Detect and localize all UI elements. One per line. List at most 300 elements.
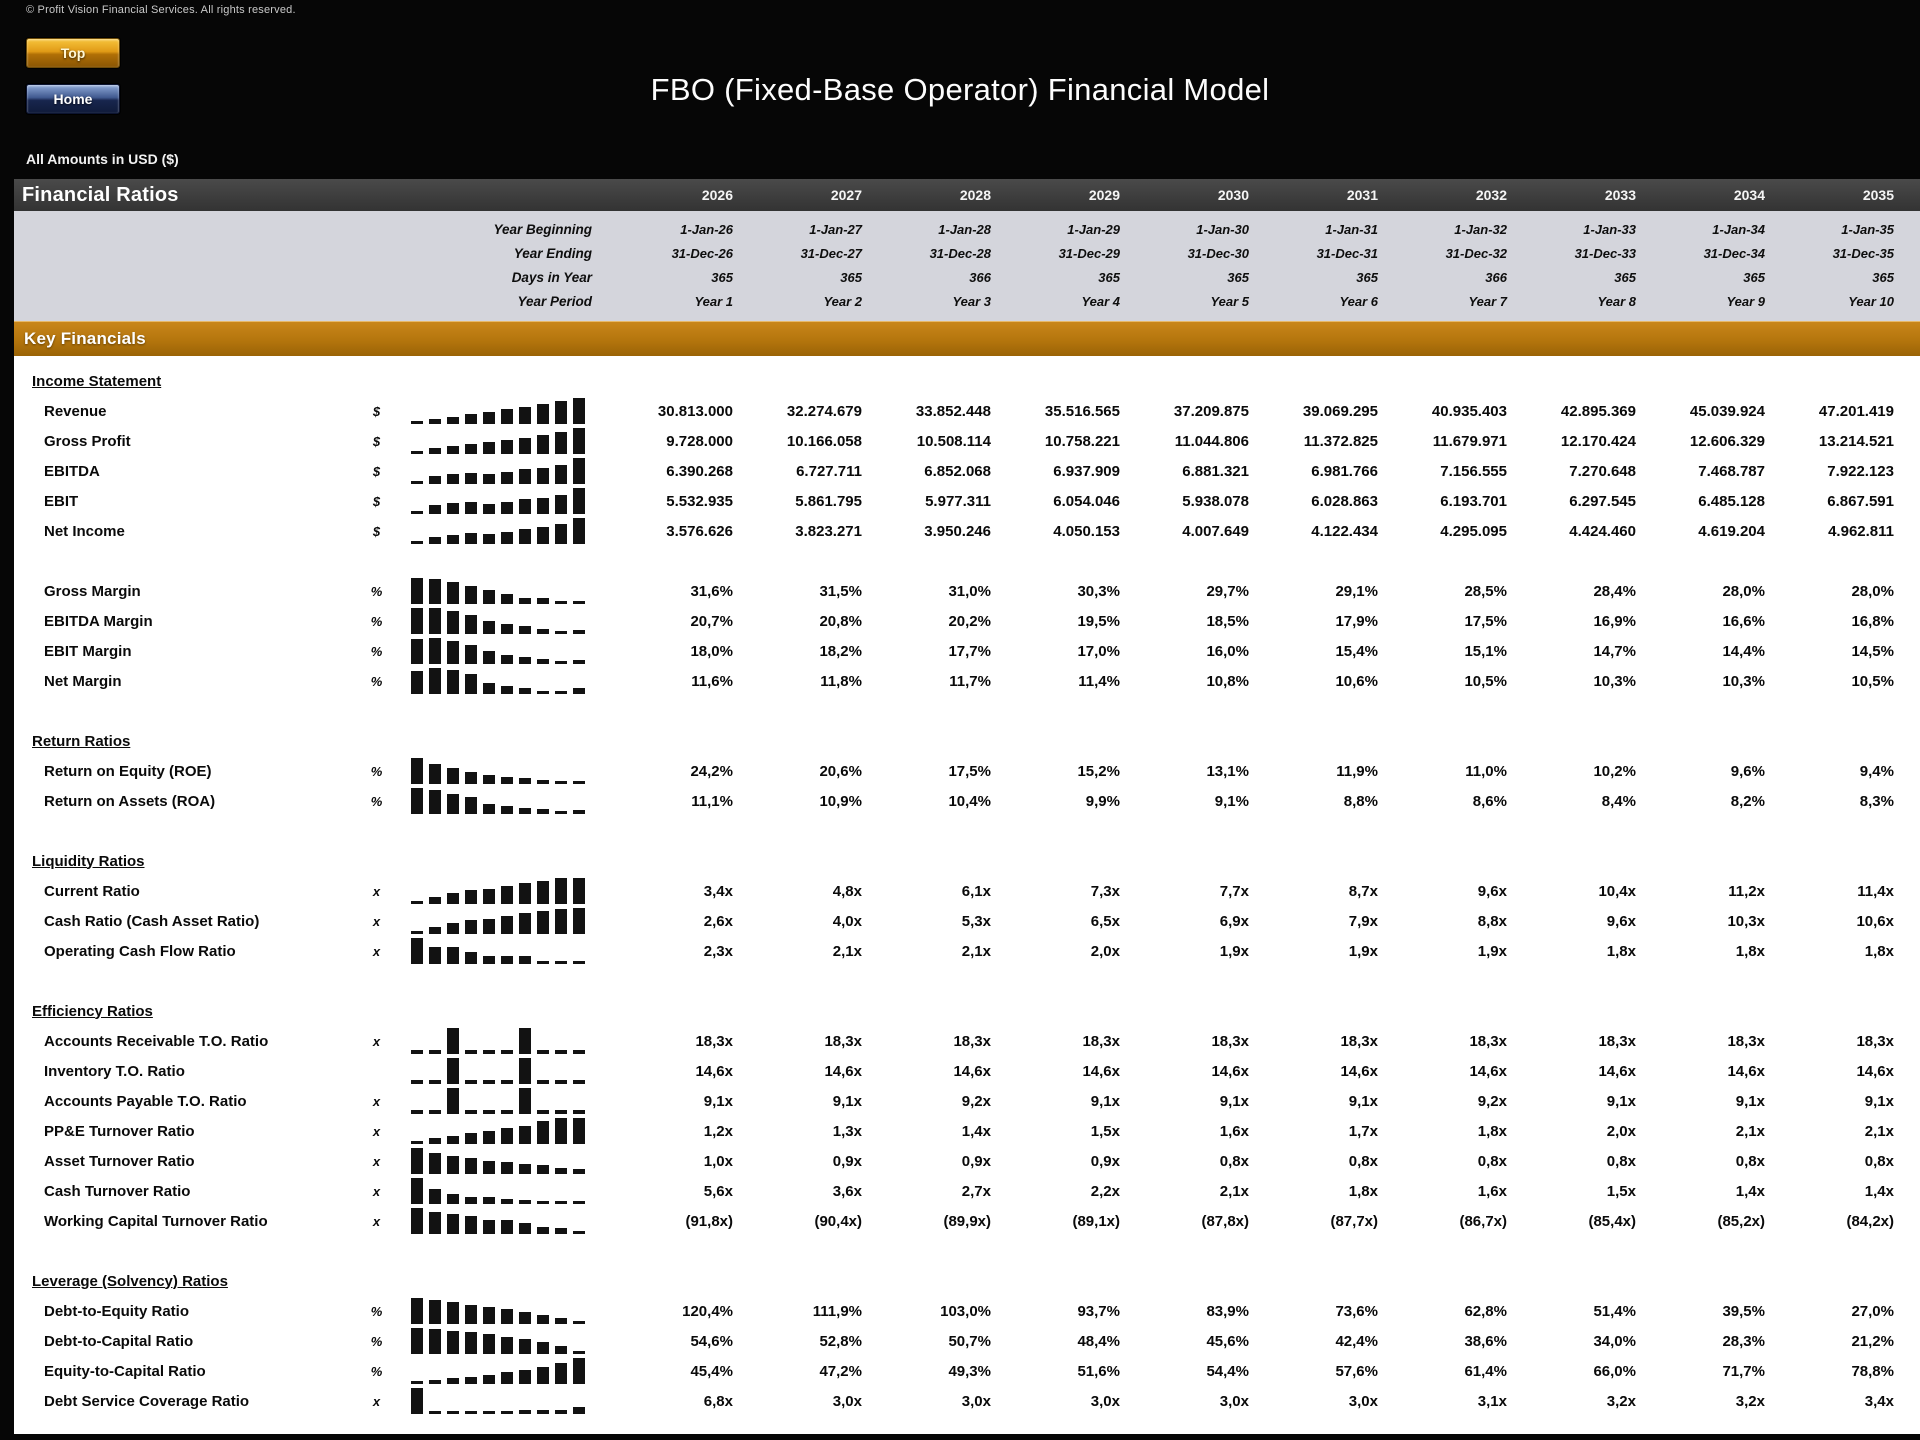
value-cell: 2,0x	[1090, 942, 1120, 960]
value-cell: 14,6x	[1856, 1062, 1894, 1080]
sparkline-bar	[447, 1058, 459, 1084]
value-cell: (89,1x)	[1072, 1212, 1120, 1230]
value-cell: 83,9%	[1206, 1302, 1249, 1320]
value-cell: 39,5%	[1722, 1302, 1765, 1320]
sparkline-bar	[573, 1050, 585, 1054]
sparkline-bar	[573, 601, 585, 604]
sparkline-bar	[501, 1372, 513, 1384]
value-cell: 20,7%	[690, 612, 733, 630]
value-cell: 16,6%	[1722, 612, 1765, 630]
sparkline-bar	[429, 1189, 441, 1204]
value-cell: 2,2x	[1090, 1182, 1120, 1200]
sparkline-bar	[501, 1199, 513, 1204]
sparkline-bar	[465, 797, 477, 814]
value-cell: 8,2%	[1730, 792, 1765, 810]
row-label: Net Income	[44, 522, 125, 540]
value-cell: 3,2x	[1735, 1392, 1765, 1410]
value-cell: 6,9x	[1219, 912, 1249, 930]
value-cell: 45,4%	[690, 1362, 733, 1380]
sparkline-bar	[555, 1318, 567, 1324]
value-cell: 9,1x	[1606, 1092, 1636, 1110]
sparkline-bar	[465, 1411, 477, 1414]
meta-value-cell: 365	[1227, 269, 1249, 285]
value-cell: 4.007.649	[1182, 522, 1249, 540]
meta-value-cell: Year 9	[1726, 293, 1765, 309]
section-heading: Liquidity Ratios	[32, 852, 145, 870]
sparkline-bar	[501, 1110, 513, 1114]
value-cell: 3,0x	[1090, 1392, 1120, 1410]
sparkline-bar	[519, 1200, 531, 1204]
value-cell: 9,1x	[832, 1092, 862, 1110]
value-cell: 20,8%	[819, 612, 862, 630]
value-cell: 48,4%	[1077, 1332, 1120, 1350]
value-cell: 54,4%	[1206, 1362, 1249, 1380]
row-label: Gross Profit	[44, 432, 131, 450]
value-cell: 18,3x	[1727, 1032, 1765, 1050]
value-cell: 14,6x	[695, 1062, 733, 1080]
sparkline-bar	[411, 1110, 423, 1114]
sparkline-bar	[501, 594, 513, 604]
home-button[interactable]: Home	[26, 84, 120, 114]
sparkline-bar	[555, 1228, 567, 1234]
value-cell: 9,1x	[1348, 1092, 1378, 1110]
value-cell: 15,2%	[1077, 762, 1120, 780]
sparkline-bar	[573, 908, 585, 934]
sparkline-bar	[447, 1214, 459, 1234]
sparkline-bar	[483, 1411, 495, 1414]
sparkline-bar	[411, 511, 423, 514]
sparkline-bar	[537, 527, 549, 544]
value-cell: 1,9x	[1477, 942, 1507, 960]
row-label: Debt-to-Equity Ratio	[44, 1302, 189, 1320]
sparkline-bar	[483, 1161, 495, 1174]
sparkline-bar	[519, 688, 531, 694]
meta-value-cell: 1-Jan-34	[1712, 221, 1765, 237]
sparkline-bar	[555, 1110, 567, 1114]
value-cell: 18,3x	[1082, 1032, 1120, 1050]
meta-value-cell: Year 5	[1210, 293, 1249, 309]
value-cell: 10.758.221	[1044, 432, 1120, 450]
row-label: Inventory T.O. Ratio	[44, 1062, 185, 1080]
sparkline-chart	[399, 877, 614, 906]
meta-value-cell: 365	[1743, 269, 1765, 285]
value-cell: 0,8x	[1735, 1152, 1765, 1170]
value-cell: 8,8%	[1343, 792, 1378, 810]
value-cell: 1,4x	[1735, 1182, 1765, 1200]
value-cell: 3,0x	[1219, 1392, 1249, 1410]
value-cell: 49,3%	[948, 1362, 991, 1380]
sparkline-bar	[537, 1080, 549, 1084]
sparkline-bar	[483, 1110, 495, 1114]
sparkline-chart	[399, 397, 614, 426]
value-cell: (85,2x)	[1717, 1212, 1765, 1230]
row-label: Current Ratio	[44, 882, 140, 900]
sparkline-bar	[519, 1058, 531, 1084]
sparkline-bar	[519, 808, 531, 814]
sparkline-chart	[399, 757, 614, 786]
sparkline-bar	[447, 923, 459, 934]
sparkline-bar	[555, 1346, 567, 1354]
value-cell: 57,6%	[1335, 1362, 1378, 1380]
row-label: Equity-to-Capital Ratio	[44, 1362, 206, 1380]
value-cell: 51,4%	[1593, 1302, 1636, 1320]
sparkline-chart	[399, 1057, 614, 1086]
sparkline-bar	[483, 504, 495, 514]
value-cell: 29,1%	[1335, 582, 1378, 600]
sparkline-bar	[483, 534, 495, 544]
sparkline-bar	[465, 1197, 477, 1204]
meta-row	[14, 289, 1920, 313]
sparkline-bar	[411, 578, 423, 604]
value-cell: 45.039.924	[1689, 402, 1765, 420]
value-cell: 1,0x	[703, 1152, 733, 1170]
value-cell: 28,5%	[1464, 582, 1507, 600]
row-label: Asset Turnover Ratio	[44, 1152, 195, 1170]
sparkline-bar	[411, 758, 423, 784]
sparkline-bar	[537, 1410, 549, 1414]
row-label: Debt-to-Capital Ratio	[44, 1332, 194, 1350]
sparkline-bar	[465, 1050, 477, 1054]
sparkline-bar	[429, 790, 441, 814]
value-cell: 8,3%	[1859, 792, 1894, 810]
sparkline-bar	[429, 537, 441, 544]
sparkline-bar	[555, 631, 567, 634]
sparkline-bar	[411, 671, 423, 694]
value-cell: 32.274.679	[786, 402, 862, 420]
sparkline-bar	[537, 1227, 549, 1234]
value-cell: 14,4%	[1722, 642, 1765, 660]
unit-cell: x	[372, 913, 381, 929]
value-cell: 111,9%	[812, 1302, 862, 1320]
value-cell: 33.852.448	[915, 402, 991, 420]
sparkline-bar	[429, 638, 441, 664]
value-cell: 6.297.545	[1569, 492, 1636, 510]
sparkline-bar	[465, 1377, 477, 1384]
sparkline-bar	[555, 1050, 567, 1054]
sparkline-bar	[465, 674, 477, 694]
spacer-row	[14, 816, 1920, 846]
value-cell: 8,7x	[1348, 882, 1378, 900]
meta-value-cell: 365	[711, 269, 733, 285]
table-row	[14, 1146, 1920, 1176]
meta-value-cell: 31-Dec-31	[1316, 245, 1378, 261]
sparkline-bar	[429, 947, 441, 964]
sparkline-bar	[411, 1080, 423, 1084]
table-row	[14, 636, 1920, 666]
value-cell: 3,2x	[1606, 1392, 1636, 1410]
value-cell: 4.424.460	[1569, 522, 1636, 540]
sparkline-bar	[519, 626, 531, 634]
value-cell: 1,9x	[1348, 942, 1378, 960]
sparkline-bar	[429, 476, 441, 484]
table-row	[14, 426, 1920, 456]
value-cell: 13.214.521	[1818, 432, 1894, 450]
spacer-row	[14, 546, 1920, 576]
table-row	[14, 1086, 1920, 1116]
sparkline-bar	[573, 688, 585, 694]
value-cell: 18,3x	[1469, 1032, 1507, 1050]
sparkline-bar	[447, 446, 459, 454]
value-cell: 3,1x	[1477, 1392, 1507, 1410]
unit-cell: %	[370, 1363, 383, 1379]
sparkline-bar	[483, 683, 495, 694]
value-cell: 20,6%	[819, 762, 862, 780]
value-cell: (87,7x)	[1330, 1212, 1378, 1230]
value-cell: 4.122.434	[1311, 522, 1378, 540]
table-row	[14, 936, 1920, 966]
value-cell: 11,7%	[949, 672, 991, 690]
sparkline-bar	[447, 641, 459, 664]
key-financials-title: Key Financials	[24, 329, 146, 348]
value-cell: 11,6%	[691, 672, 733, 690]
sparkline-bar	[411, 1050, 423, 1054]
sparkline-chart	[399, 937, 614, 966]
row-label: Debt Service Coverage Ratio	[44, 1392, 250, 1410]
sparkline-bar	[411, 1141, 423, 1144]
sparkline-bar	[537, 404, 549, 424]
sparkline-chart	[399, 667, 614, 696]
value-cell: 54,6%	[690, 1332, 733, 1350]
value-cell: 2,1x	[1864, 1122, 1894, 1140]
value-cell: 3.950.246	[924, 522, 991, 540]
sparkline-bar	[555, 781, 567, 784]
sparkline-bar	[465, 586, 477, 604]
value-cell: 14,6x	[1211, 1062, 1249, 1080]
sparkline-bar	[429, 1329, 441, 1354]
sparkline-bar	[411, 608, 423, 634]
section-heading-row	[14, 1266, 1920, 1296]
table-row	[14, 456, 1920, 486]
page-title: FBO (Fixed-Base Operator) Financial Model	[650, 72, 1270, 107]
table-row	[14, 606, 1920, 636]
value-cell: 1,4x	[1864, 1182, 1894, 1200]
sparkline-bar	[447, 582, 459, 604]
sparkline-bar	[465, 1158, 477, 1174]
value-cell: 31,6%	[690, 582, 733, 600]
value-cell: 51,6%	[1077, 1362, 1120, 1380]
sparkline-bar	[537, 435, 549, 454]
sparkline-bar	[501, 624, 513, 634]
row-label: Accounts Payable T.O. Ratio	[44, 1092, 247, 1110]
section-heading-row	[14, 726, 1920, 756]
sparkline-bar	[411, 901, 423, 904]
sparkline-chart	[399, 607, 614, 636]
value-cell: 0,8x	[1864, 1152, 1894, 1170]
sparkline-bar	[447, 1378, 459, 1384]
meta-row-label: Year Ending	[513, 245, 592, 261]
unit-cell: %	[370, 1303, 383, 1319]
value-cell: 9,1x	[1090, 1092, 1120, 1110]
sparkline-bar	[465, 772, 477, 784]
sparkline-bar	[447, 1136, 459, 1144]
value-cell: 9,1x	[1735, 1092, 1765, 1110]
sparkline-bar	[555, 878, 567, 904]
value-cell: 9,2x	[1477, 1092, 1507, 1110]
sparkline-bar	[573, 488, 585, 514]
meta-value-cell: Year 10	[1848, 293, 1894, 309]
value-cell: 30,3%	[1077, 582, 1120, 600]
spacer-row	[14, 696, 1920, 726]
meta-value-cell: Year 6	[1339, 293, 1378, 309]
sparkline-bar	[555, 601, 567, 604]
sparkline-bar	[573, 1407, 585, 1414]
unit-cell: $	[372, 523, 381, 539]
value-cell: 9,1x	[1864, 1092, 1894, 1110]
value-cell: 10,9%	[819, 792, 862, 810]
value-cell: 9,6x	[1606, 912, 1636, 930]
value-cell: 1,5x	[1090, 1122, 1120, 1140]
value-cell: 93,7%	[1077, 1302, 1120, 1320]
value-cell: 14,5%	[1851, 642, 1894, 660]
sparkline-bar	[573, 518, 585, 544]
sparkline-bar	[555, 1080, 567, 1084]
sparkline-bar	[429, 1411, 441, 1414]
value-cell: (89,9x)	[943, 1212, 991, 1230]
unit-cell: x	[372, 1183, 381, 1199]
unit-cell: x	[372, 1093, 381, 1109]
year-header-cell: 2028	[959, 187, 991, 203]
sparkline-bar	[501, 1220, 513, 1234]
value-cell: 28,0%	[1851, 582, 1894, 600]
value-cell: 37.209.875	[1173, 402, 1249, 420]
value-cell: 13,1%	[1206, 762, 1249, 780]
sparkline-bar	[483, 651, 495, 664]
meta-value-cell: Year 7	[1468, 293, 1507, 309]
sparkline-bar	[573, 878, 585, 904]
meta-value-cell: 365	[1098, 269, 1120, 285]
sparkline-bar	[429, 1138, 441, 1144]
value-cell: 1,8x	[1864, 942, 1894, 960]
value-cell: 45,6%	[1206, 1332, 1249, 1350]
section-heading: Leverage (Solvency) Ratios	[32, 1272, 228, 1290]
top-button[interactable]: Top	[26, 38, 120, 68]
value-cell: 3,6x	[832, 1182, 862, 1200]
value-cell: 14,6x	[1598, 1062, 1636, 1080]
value-cell: 1,3x	[832, 1122, 862, 1140]
value-cell: 31,5%	[819, 582, 862, 600]
spacer-row	[14, 966, 1920, 996]
sparkline-chart	[399, 1177, 614, 1206]
value-cell: 47,2%	[819, 1362, 862, 1380]
value-cell: 11.679.971	[1432, 432, 1507, 450]
sparkline-bar	[537, 961, 549, 964]
sparkline-bar	[555, 401, 567, 424]
value-cell: 40.935.403	[1431, 402, 1507, 420]
value-cell: 120,4%	[682, 1302, 733, 1320]
value-cell: 18,3x	[824, 1032, 862, 1050]
value-cell: 10,6%	[1335, 672, 1378, 690]
sparkline-bar	[429, 668, 441, 694]
sparkline-bar	[519, 1370, 531, 1384]
value-cell: 3.823.271	[795, 522, 862, 540]
value-cell: 4,0x	[832, 912, 862, 930]
sparkline-bar	[447, 1411, 459, 1414]
sparkline-bar	[537, 1050, 549, 1054]
table-row	[14, 1116, 1920, 1146]
meta-row	[14, 217, 1920, 241]
value-cell: 103,0%	[940, 1302, 991, 1320]
row-label: Accounts Receivable T.O. Ratio	[44, 1032, 269, 1050]
value-cell: 7,7x	[1219, 882, 1249, 900]
sparkline-bar	[429, 1380, 441, 1384]
value-cell: 18,3x	[695, 1032, 733, 1050]
value-cell: 6.390.268	[666, 462, 733, 480]
value-cell: 28,0%	[1722, 582, 1765, 600]
value-cell: 14,6x	[1469, 1062, 1507, 1080]
spacer-row	[14, 1236, 1920, 1266]
value-cell: 52,8%	[819, 1332, 862, 1350]
table-row	[14, 1026, 1920, 1056]
value-cell: 19,5%	[1077, 612, 1120, 630]
year-header-cell: 2032	[1475, 187, 1507, 203]
row-label: Net Margin	[44, 672, 122, 690]
value-cell: 5,3x	[961, 912, 991, 930]
value-cell: 17,9%	[1335, 612, 1378, 630]
value-cell: 4.050.153	[1053, 522, 1120, 540]
meta-value-cell: 31-Dec-26	[671, 245, 733, 261]
sparkline-bar	[483, 804, 495, 814]
table-row	[14, 396, 1920, 426]
value-cell: 2,1x	[961, 942, 991, 960]
sparkline-bar	[501, 472, 513, 484]
sparkline-chart	[399, 1357, 614, 1386]
value-cell: 17,7%	[948, 642, 991, 660]
sparkline-chart	[399, 637, 614, 666]
value-cell: 28,3%	[1722, 1332, 1765, 1350]
table-row	[14, 516, 1920, 546]
sparkline-bar	[555, 909, 567, 934]
sparkline-bar	[447, 794, 459, 814]
sparkline-bar	[537, 1315, 549, 1324]
sparkline-chart	[399, 1087, 614, 1116]
value-cell: (91,8x)	[685, 1212, 733, 1230]
meta-value-cell: 31-Dec-30	[1187, 245, 1249, 261]
sparkline-bar	[537, 659, 549, 664]
value-cell: 12.606.329	[1689, 432, 1765, 450]
row-label: EBIT Margin	[44, 642, 132, 660]
table-row	[14, 576, 1920, 606]
meta-value-cell: Year 3	[952, 293, 991, 309]
value-cell: 1,8x	[1477, 1122, 1507, 1140]
unit-cell: $	[372, 493, 381, 509]
value-cell: 18,3x	[1856, 1032, 1894, 1050]
sparkline-bar	[501, 655, 513, 664]
table-row	[14, 666, 1920, 696]
unit-cell: x	[372, 1213, 381, 1229]
year-header-cell: 2033	[1604, 187, 1636, 203]
value-cell: 9,1x	[703, 1092, 733, 1110]
value-cell: 7,3x	[1090, 882, 1120, 900]
sparkline-bar	[447, 535, 459, 544]
meta-value-cell: 31-Dec-28	[929, 245, 991, 261]
section-heading-row	[14, 846, 1920, 876]
value-cell: 9,4%	[1859, 762, 1894, 780]
sparkline-bar	[483, 412, 495, 424]
sparkline-bar	[573, 1169, 585, 1174]
value-cell: 1,6x	[1477, 1182, 1507, 1200]
table-body	[14, 356, 1920, 1434]
meta-value-cell: Year 2	[823, 293, 862, 309]
sparkline-bar	[465, 920, 477, 934]
sparkline-bar	[411, 938, 423, 964]
table-row	[14, 1296, 1920, 1326]
value-cell: 8,8x	[1477, 912, 1507, 930]
value-cell: 5.938.078	[1182, 492, 1249, 510]
meta-value-cell: 1-Jan-33	[1583, 221, 1636, 237]
sparkline-bar	[483, 590, 495, 604]
sparkline-bar	[537, 468, 549, 484]
sparkline-bar	[555, 1363, 567, 1384]
